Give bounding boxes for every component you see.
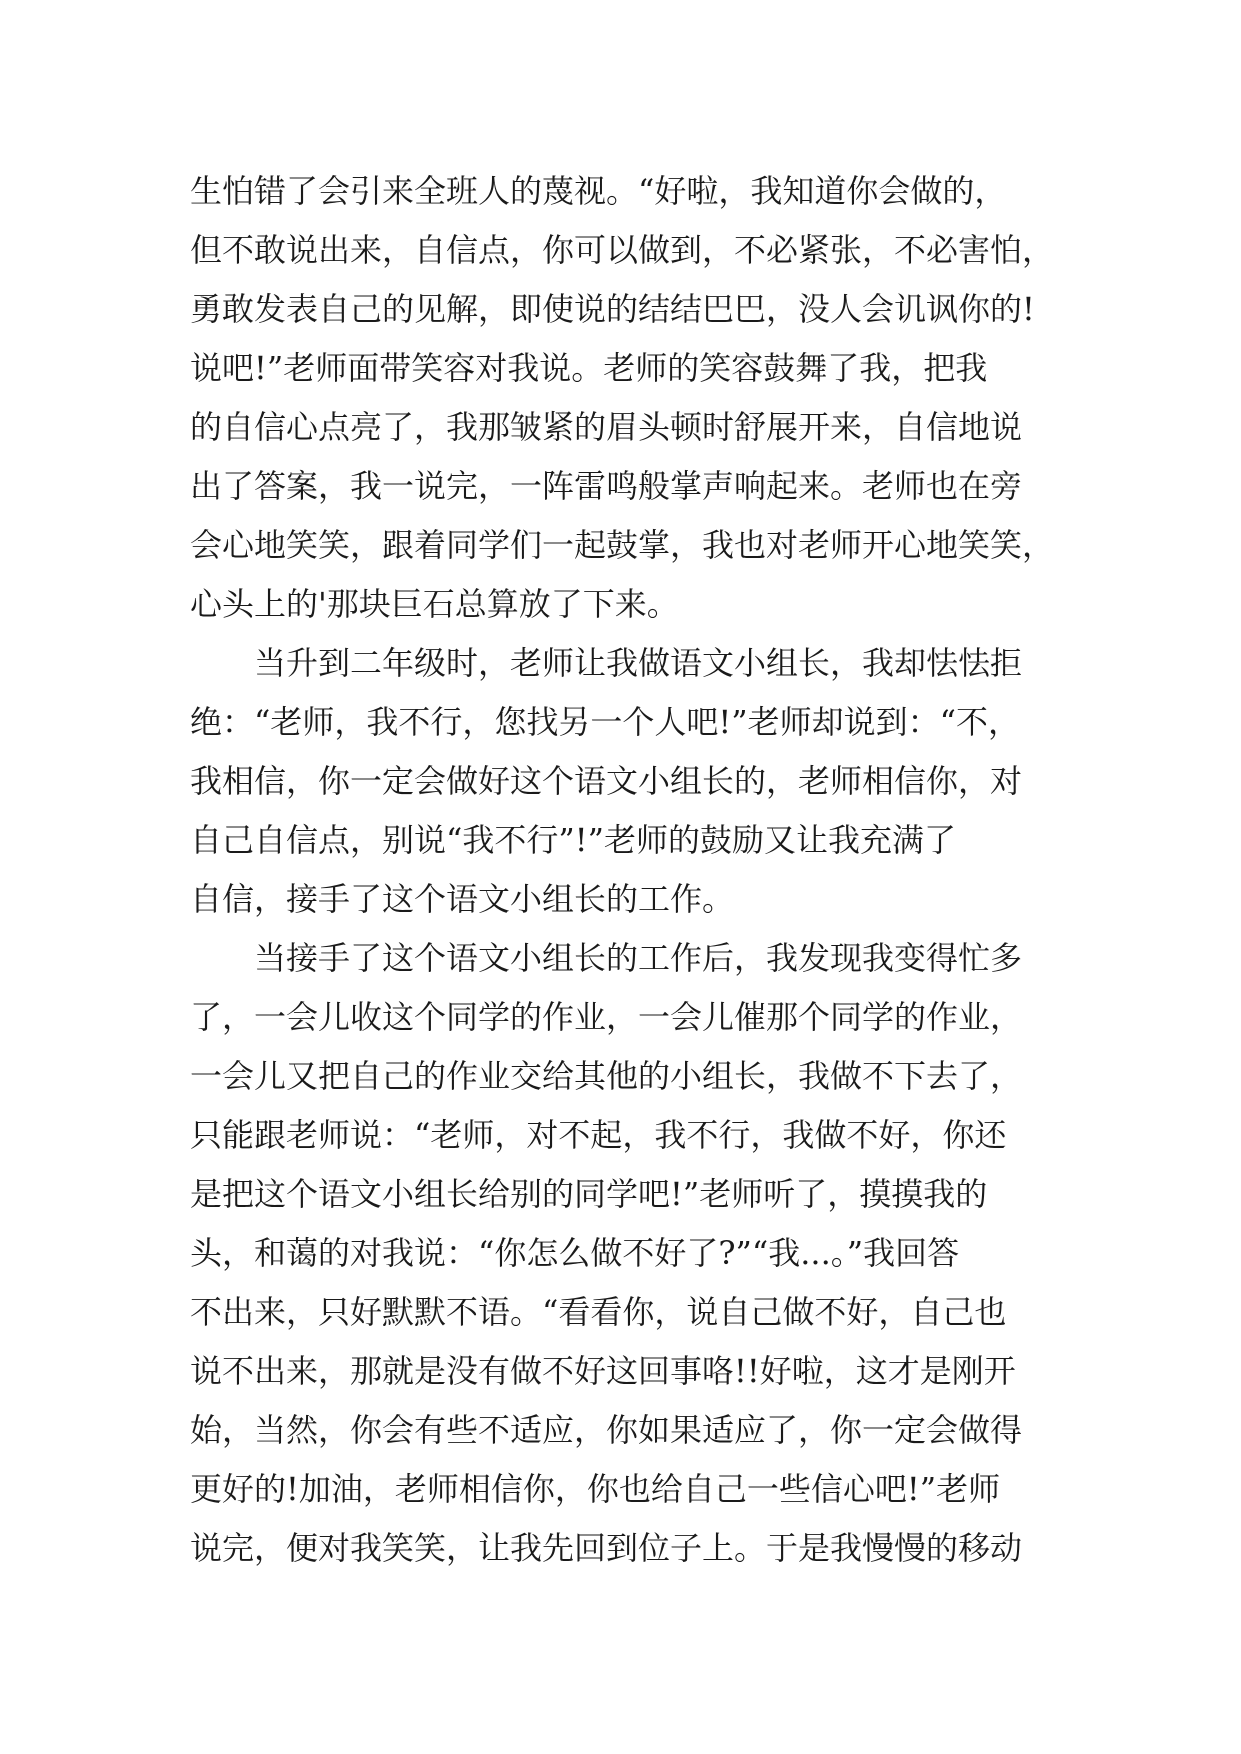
text-line-19: 头，和蔼的对我说：“你怎么做不好了?”“我...。”我回答 — [190, 1234, 960, 1272]
text-line-18: 是把这个语文小组长给别的同学吧!”老师听了，摸摸我的 — [190, 1175, 988, 1213]
text-line-7: 会心地笑笑，跟着同学们一起鼓掌，我也对老师开心地笑笑， — [190, 526, 1055, 564]
text-line-23: 更好的!加油，老师相信你，你也给自己一些信心吧!”老师 — [190, 1470, 1001, 1508]
text-line-12: 自己自信点，别说“我不行”!”老师的鼓励又让我充满了 — [190, 821, 956, 859]
text-line-3: 勇敢发表自己的见解，即使说的结结巴巴，没人会讥讽你的! — [190, 290, 1035, 328]
text-line-16: 一会儿又把自己的作业交给其他的小组长，我做不下去了， — [190, 1057, 1023, 1095]
body-text — [190, 162, 1070, 1578]
text-line-21: 说不出来，那就是没有做不好这回事咯!!好啦，这才是刚开 — [190, 1352, 1016, 1390]
text-line-10: 绝：“老师，我不行，您找另一个人吧!”老师却说到：“不， — [190, 703, 1020, 741]
text-line-9: 当升到二年级时，老师让我做语文小组长，我却怯怯拒 — [190, 644, 1023, 682]
text-line-20: 不出来，只好默默不语。“看看你，说自己做不好，自己也 — [190, 1293, 1007, 1331]
text-line-8: 心头上的'那块巨石总算放了下来。 — [190, 585, 679, 623]
text-line-13: 自信，接手了这个语文小组长的工作。 — [190, 880, 735, 918]
text-line-14: 当接手了这个语文小组长的工作后，我发现我变得忙多 — [190, 939, 1023, 977]
text-line-15: 了，一会儿收这个同学的作业，一会儿催那个同学的作业， — [190, 998, 1023, 1036]
text-line-1: 生怕错了会引来全班人的蔑视。“好啦，我知道你会做的， — [190, 172, 1007, 210]
text-line-5: 的自信心点亮了，我那皱紧的眉头顿时舒展开来，自信地说 — [190, 408, 1023, 446]
text-line-17: 只能跟老师说：“老师，对不起，我不行，我做不好，你还 — [190, 1116, 1007, 1154]
text-line-2: 但不敢说出来，自信点，你可以做到，不必紧张，不必害怕， — [190, 231, 1055, 269]
text-line-22: 始，当然，你会有些不适应，你如果适应了，你一定会做得 — [190, 1411, 1023, 1449]
text-line-11: 我相信，你一定会做好这个语文小组长的，老师相信你，对 — [190, 762, 1023, 800]
text-line-4: 说吧!”老师面带笑容对我说。老师的笑容鼓舞了我，把我 — [190, 349, 988, 387]
text-line-6: 出了答案，我一说完，一阵雷鸣般掌声响起来。老师也在旁 — [190, 467, 1023, 505]
text-line-24: 说完，便对我笑笑，让我先回到位子上。于是我慢慢的移动 — [190, 1529, 1023, 1567]
